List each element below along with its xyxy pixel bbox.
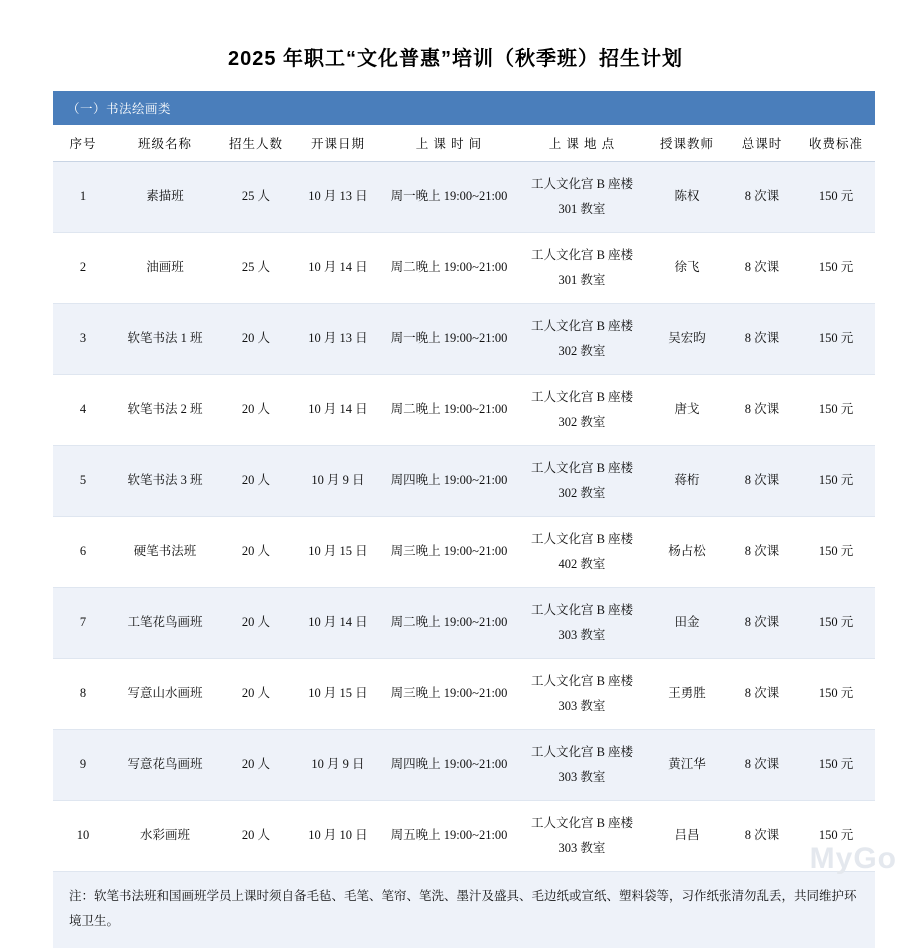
enrollment-plan-table: [53, 91, 875, 948]
cell-enrollment: 20 人: [217, 730, 295, 801]
place-line-2: 303 教室: [519, 765, 645, 790]
cell-enrollment: 20 人: [217, 588, 295, 659]
place-line-1: 工人文化宫 B 座楼: [531, 745, 633, 759]
col-header-enrollment: 招生人数: [217, 125, 295, 162]
cell-sessions: 8 次课: [727, 162, 797, 233]
cell-no: 1: [53, 162, 113, 233]
watermark: MyGo: [810, 842, 897, 876]
cell-time: 周五晚上 19:00~21:00: [381, 801, 517, 872]
cell-start-date: 10 月 15 日: [295, 659, 381, 730]
cell-place: [517, 446, 647, 517]
cell-fee: 150 元: [797, 446, 875, 517]
table-row: [53, 730, 875, 801]
col-header-place: 上 课 地 点: [517, 125, 647, 162]
col-header-sessions: 总课时: [727, 125, 797, 162]
cell-place: [517, 375, 647, 446]
cell-time: 周四晚上 19:00~21:00: [381, 730, 517, 801]
cell-sessions: 8 次课: [727, 517, 797, 588]
cell-time: 周三晚上 19:00~21:00: [381, 517, 517, 588]
place-line-2: 301 教室: [519, 268, 645, 293]
cell-time: 周三晚上 19:00~21:00: [381, 659, 517, 730]
cell-sessions: 8 次课: [727, 375, 797, 446]
cell-teacher: 徐飞: [647, 233, 727, 304]
cell-class-name: 油画班: [113, 233, 217, 304]
cell-enrollment: 20 人: [217, 659, 295, 730]
table-body: [53, 162, 875, 872]
col-header-teacher: 授课教师: [647, 125, 727, 162]
place-line-1: 工人文化宫 B 座楼: [531, 603, 633, 617]
cell-teacher: 王勇胜: [647, 659, 727, 730]
cell-place: [517, 233, 647, 304]
cell-start-date: 10 月 9 日: [295, 730, 381, 801]
place-line-1: 工人文化宫 B 座楼: [531, 532, 633, 546]
cell-class-name: 写意花鸟画班: [113, 730, 217, 801]
col-header-no: 序号: [53, 125, 113, 162]
cell-sessions: 8 次课: [727, 659, 797, 730]
cell-fee: 150 元: [797, 517, 875, 588]
cell-time: 周一晚上 19:00~21:00: [381, 304, 517, 375]
section-title: （一）书法绘画类: [53, 91, 875, 125]
cell-fee: 150 元: [797, 659, 875, 730]
cell-sessions: 8 次课: [727, 588, 797, 659]
cell-no: 3: [53, 304, 113, 375]
table-row: [53, 588, 875, 659]
cell-start-date: 10 月 14 日: [295, 375, 381, 446]
place-line-2: 303 教室: [519, 623, 645, 648]
note-text: 注：软笔书法班和国画班学员上课时须自备毛毡、毛笔、笔帘、笔洗、墨汁及盛具、毛边纸或宣纸、塑料袋等，习作纸张清勿乱丢，共同维护环境卫生。: [53, 872, 875, 948]
place-line-2: 303 教室: [519, 836, 645, 861]
cell-teacher: 吴宏昀: [647, 304, 727, 375]
cell-fee: 150 元: [797, 162, 875, 233]
place-line-1: 工人文化宫 B 座楼: [531, 177, 633, 191]
cell-time: 周二晚上 19:00~21:00: [381, 233, 517, 304]
place-line-2: 302 教室: [519, 410, 645, 435]
place-line-2: 302 教室: [519, 481, 645, 506]
cell-teacher: 陈权: [647, 162, 727, 233]
cell-time: 周四晚上 19:00~21:00: [381, 446, 517, 517]
cell-sessions: 8 次课: [727, 446, 797, 517]
cell-sessions: 8 次课: [727, 801, 797, 872]
cell-teacher: 黄江华: [647, 730, 727, 801]
cell-start-date: 10 月 13 日: [295, 162, 381, 233]
cell-no: 4: [53, 375, 113, 446]
cell-no: 9: [53, 730, 113, 801]
place-line-2: 301 教室: [519, 197, 645, 222]
cell-class-name: 素描班: [113, 162, 217, 233]
place-line-1: 工人文化宫 B 座楼: [531, 461, 633, 475]
cell-teacher: 吕昌: [647, 801, 727, 872]
place-line-1: 工人文化宫 B 座楼: [531, 319, 633, 333]
col-header-fee: 收费标准: [797, 125, 875, 162]
table-section-header: [53, 91, 875, 125]
table-row: [53, 375, 875, 446]
table-row: [53, 659, 875, 730]
cell-fee: 150 元: [797, 375, 875, 446]
cell-start-date: 10 月 15 日: [295, 517, 381, 588]
cell-time: 周一晚上 19:00~21:00: [381, 162, 517, 233]
cell-sessions: 8 次课: [727, 233, 797, 304]
cell-class-name: 工笔花鸟画班: [113, 588, 217, 659]
cell-fee: 150 元: [797, 233, 875, 304]
place-line-2: 303 教室: [519, 694, 645, 719]
place-line-2: 302 教室: [519, 339, 645, 364]
place-line-1: 工人文化宫 B 座楼: [531, 390, 633, 404]
cell-class-name: 硬笔书法班: [113, 517, 217, 588]
cell-start-date: 10 月 13 日: [295, 304, 381, 375]
cell-no: 2: [53, 233, 113, 304]
col-header-class-name: 班级名称: [113, 125, 217, 162]
cell-start-date: 10 月 9 日: [295, 446, 381, 517]
cell-no: 5: [53, 446, 113, 517]
cell-fee: 150 元: [797, 304, 875, 375]
table-row: [53, 801, 875, 872]
place-line-1: 工人文化宫 B 座楼: [531, 248, 633, 262]
cell-no: 6: [53, 517, 113, 588]
cell-enrollment: 20 人: [217, 801, 295, 872]
table-row: [53, 304, 875, 375]
cell-enrollment: 25 人: [217, 162, 295, 233]
cell-start-date: 10 月 14 日: [295, 588, 381, 659]
cell-fee: 150 元: [797, 730, 875, 801]
cell-teacher: 杨占松: [647, 517, 727, 588]
cell-place: [517, 801, 647, 872]
cell-place: [517, 304, 647, 375]
cell-sessions: 8 次课: [727, 304, 797, 375]
cell-class-name: 软笔书法 2 班: [113, 375, 217, 446]
cell-class-name: 水彩画班: [113, 801, 217, 872]
cell-teacher: 蒋桁: [647, 446, 727, 517]
cell-class-name: 写意山水画班: [113, 659, 217, 730]
table-row: [53, 517, 875, 588]
place-line-2: 402 教室: [519, 552, 645, 577]
cell-place: [517, 588, 647, 659]
cell-place: [517, 517, 647, 588]
table-row: [53, 233, 875, 304]
cell-time: 周二晚上 19:00~21:00: [381, 588, 517, 659]
cell-enrollment: 25 人: [217, 233, 295, 304]
page-title: 2025 年职工“文化普惠”培训（秋季班）招生计划: [53, 0, 858, 91]
table-footer: [53, 872, 875, 948]
header-row: [53, 125, 875, 162]
cell-sessions: 8 次课: [727, 730, 797, 801]
table-row: [53, 162, 875, 233]
place-line-1: 工人文化宫 B 座楼: [531, 674, 633, 688]
cell-place: [517, 659, 647, 730]
place-line-1: 工人文化宫 B 座楼: [531, 816, 633, 830]
cell-enrollment: 20 人: [217, 446, 295, 517]
cell-fee: 150 元: [797, 801, 875, 872]
cell-no: 10: [53, 801, 113, 872]
cell-teacher: 田金: [647, 588, 727, 659]
cell-fee: 150 元: [797, 588, 875, 659]
table-row: [53, 446, 875, 517]
cell-time: 周二晚上 19:00~21:00: [381, 375, 517, 446]
table-column-headers: [53, 125, 875, 162]
col-header-time: 上 课 时 间: [381, 125, 517, 162]
note-row: [53, 872, 875, 948]
cell-no: 7: [53, 588, 113, 659]
cell-teacher: 唐戈: [647, 375, 727, 446]
cell-start-date: 10 月 14 日: [295, 233, 381, 304]
cell-start-date: 10 月 10 日: [295, 801, 381, 872]
cell-enrollment: 20 人: [217, 304, 295, 375]
cell-place: [517, 162, 647, 233]
cell-enrollment: 20 人: [217, 517, 295, 588]
cell-class-name: 软笔书法 3 班: [113, 446, 217, 517]
cell-enrollment: 20 人: [217, 375, 295, 446]
cell-class-name: 软笔书法 1 班: [113, 304, 217, 375]
cell-no: 8: [53, 659, 113, 730]
col-header-start-date: 开课日期: [295, 125, 381, 162]
cell-place: [517, 730, 647, 801]
